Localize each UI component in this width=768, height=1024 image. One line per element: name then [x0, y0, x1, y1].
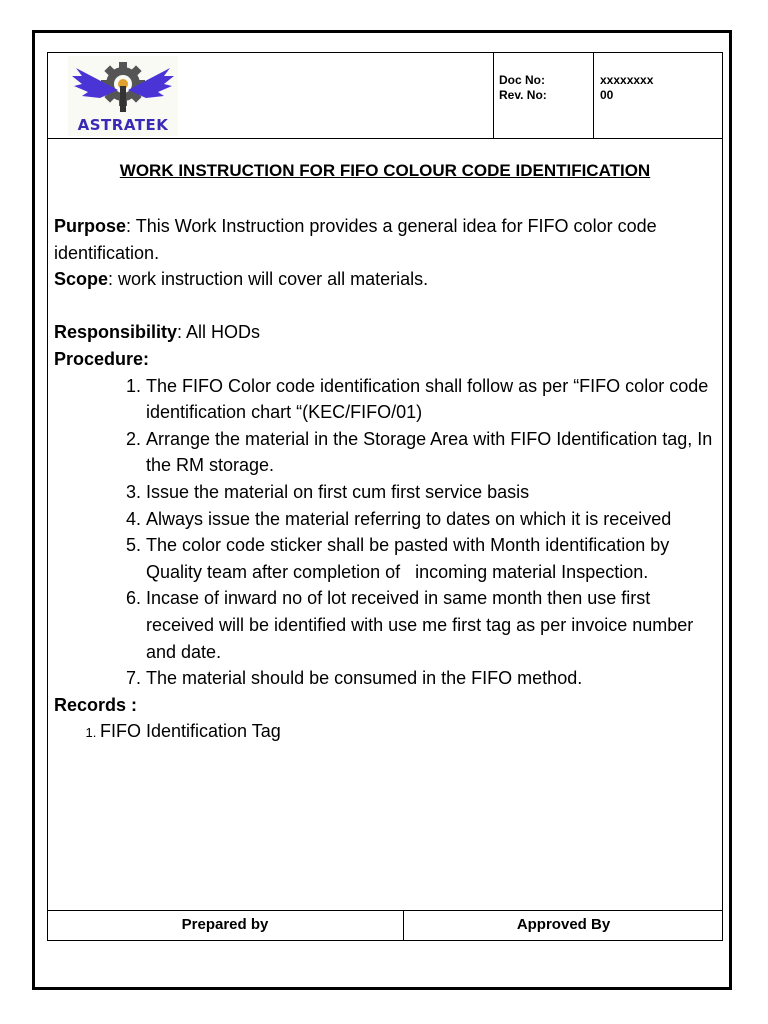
winged-gear-icon [68, 56, 178, 118]
logo-wordmark: ASTRATEK [77, 116, 169, 134]
responsibility-text: : All HODs [177, 322, 261, 343]
header-cell-divider [493, 52, 494, 139]
doc-meta-values [600, 73, 653, 103]
scope-paragraph [54, 266, 719, 293]
records-label: Records : [54, 694, 138, 715]
rev-no-label: Rev. No: [499, 88, 547, 102]
prepared-by-label: Prepared by [181, 916, 269, 933]
purpose-text: : This Work Instruction provides a general idea for FIFO color code identification. [54, 216, 657, 263]
approved-by-label: Approved By [516, 916, 611, 933]
document-body [54, 213, 719, 745]
footer-divider [47, 910, 723, 911]
doc-meta-labels [499, 73, 547, 103]
rev-no-value: 00 [600, 88, 614, 102]
procedure-step: 7. The material should be consumed in the FIFO method. [146, 665, 719, 692]
procedure-step: 4. Always issue the material referring to dates on which it is received [146, 506, 719, 533]
procedure-step: 2. Arrange the material in the Storage Area with FIFO Identification tag, In the RM storage. [146, 426, 719, 479]
procedure-step: 3. Issue the material on first cum first service basis [146, 479, 719, 506]
procedure-step: 5. The color code sticker shall be pasted with Month identification by Quality team after completion of incoming material Inspection. [146, 532, 719, 585]
record-item: 1. FIFO Identification Tag [100, 718, 719, 745]
records-list [54, 718, 719, 745]
doc-no-value: xxxxxxxx [600, 73, 654, 87]
responsibility-paragraph [54, 319, 719, 346]
procedure-step: 1. The FIFO Color code identification shall follow as per “FIFO color code identification chart “(KEC/FIFO/01) [146, 373, 719, 426]
scope-text: : work instruction will cover all materials. [108, 269, 429, 290]
scope-label: Scope [54, 269, 109, 290]
purpose-paragraph [54, 213, 719, 266]
spacer [54, 293, 719, 320]
header-divider [47, 138, 723, 139]
doc-no-label: Doc No: [499, 73, 545, 87]
procedure-step: 6. Incase of inward no of lot received in same month then use first received will be identified with use me first tag as per invoice number and date. [146, 585, 719, 665]
procedure-label: Procedure: [54, 348, 150, 369]
header-cell-divider [593, 52, 594, 139]
procedure-list [54, 373, 719, 692]
company-logo [68, 56, 178, 136]
records-heading [54, 692, 719, 719]
responsibility-label: Responsibility [54, 322, 178, 343]
document-title: WORK INSTRUCTION FOR FIFO COLOUR CODE IDENTIFICATION [119, 161, 651, 180]
procedure-heading [54, 346, 719, 373]
purpose-label: Purpose [54, 216, 127, 236]
